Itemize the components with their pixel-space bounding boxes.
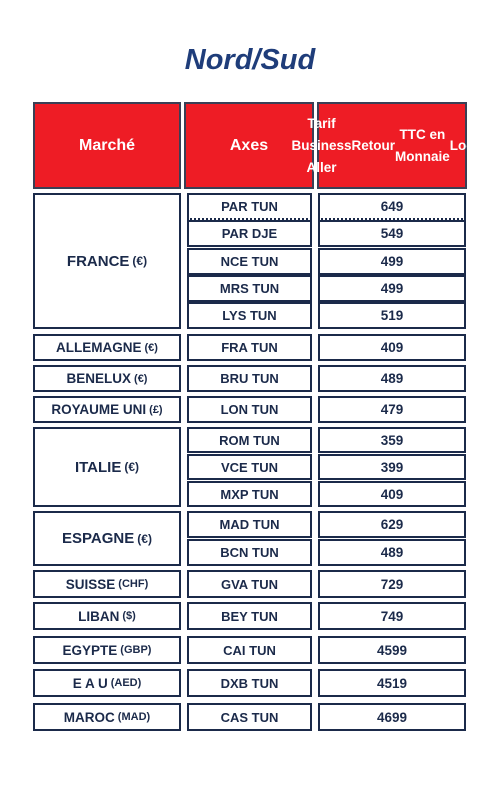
header-tarif-line: Tarif Business Aller: [291, 115, 352, 175]
market-cell: [33, 365, 181, 392]
market-name: ESPAGNE: [62, 530, 135, 547]
axe-cell: NCE TUN: [187, 248, 312, 275]
axe-cell: GVA TUN: [187, 570, 312, 598]
market-currency: (€): [124, 460, 140, 474]
market-name: E A U: [72, 675, 108, 691]
tarif-cell: 489: [318, 365, 466, 392]
page-title: Nord/Sud: [184, 44, 316, 76]
market-name: ROYAUME UNI: [51, 402, 147, 417]
market-name: MAROC: [63, 709, 115, 725]
market-cell: [33, 669, 181, 697]
axe-cell: VCE TUN: [187, 454, 312, 480]
market-cell: [33, 602, 181, 630]
axe-cell: DXB TUN: [187, 669, 312, 697]
header-tarif-line: Retour: [351, 137, 395, 153]
header-tarif-line: TTC en Monnaie: [395, 126, 450, 164]
axe-cell: BEY TUN: [187, 602, 312, 630]
header-market: Marché: [33, 102, 181, 189]
axe-cell: MAD TUN: [187, 511, 312, 538]
market-name: LIBAN: [78, 608, 120, 624]
tarif-cell: 549: [318, 220, 466, 247]
tarif-cell: 409: [318, 481, 466, 507]
header-tarif-line: Locale: [449, 137, 493, 153]
market-currency: ($): [122, 610, 136, 622]
tarif-cell: 409: [318, 334, 466, 361]
market-currency: (GBP): [120, 644, 152, 656]
market-cell: [33, 427, 181, 507]
market-cell: [33, 396, 181, 423]
market-cell: [33, 703, 181, 731]
tarif-cell: 519: [318, 302, 466, 329]
tarif-cell: 499: [318, 275, 466, 302]
market-cell: [33, 511, 181, 566]
header-tarif: [291, 102, 493, 189]
tarif-cell: 729: [318, 570, 466, 598]
market-cell: [33, 334, 181, 361]
tarif-cell: 489: [318, 539, 466, 566]
axe-cell: CAI TUN: [187, 636, 312, 664]
market-name: FRANCE: [66, 252, 130, 270]
tarif-cell: 649: [318, 193, 466, 220]
tarif-cell: 479: [318, 396, 466, 423]
market-name: SUISSE: [65, 576, 116, 592]
tarif-cell: 4519: [318, 669, 466, 697]
market-currency: (€): [137, 531, 152, 546]
axe-cell: PAR TUN: [187, 193, 312, 220]
header-axes: Axes: [184, 102, 314, 189]
axe-cell: LON TUN: [187, 396, 312, 423]
market-currency: (£): [149, 403, 163, 416]
tarif-cell: 4599: [318, 636, 466, 664]
axe-cell: LYS TUN: [187, 302, 312, 329]
market-currency: (€): [134, 372, 148, 385]
axe-cell: ROM TUN: [187, 427, 312, 453]
axe-cell: FRA TUN: [187, 334, 312, 361]
market-currency: (CHF): [118, 578, 149, 590]
axe-cell: PAR DJE: [187, 220, 312, 247]
market-cell: [33, 570, 181, 598]
market-cell: [33, 193, 181, 329]
market-name: EGYPTE: [62, 642, 118, 658]
market-cell: [33, 636, 181, 664]
market-name: BENELUX: [66, 371, 132, 386]
market-name: ITALIE: [74, 458, 122, 476]
tarif-cell: 499: [318, 248, 466, 275]
tarif-cell: 749: [318, 602, 466, 630]
axe-cell: BRU TUN: [187, 365, 312, 392]
market-currency: (AED): [110, 677, 142, 689]
tarif-cell: 629: [318, 511, 466, 538]
market-currency: (€): [144, 341, 158, 354]
market-currency: (MAD): [117, 711, 151, 723]
tarif-cell: 4699: [318, 703, 466, 731]
tarif-cell: 359: [318, 427, 466, 453]
axe-cell: BCN TUN: [187, 539, 312, 566]
axe-cell: MRS TUN: [187, 275, 312, 302]
axe-cell: MXP TUN: [187, 481, 312, 507]
market-currency: (€): [132, 254, 148, 268]
axe-cell: CAS TUN: [187, 703, 312, 731]
tarif-cell: 399: [318, 454, 466, 480]
market-name: ALLEMAGNE: [56, 340, 142, 355]
